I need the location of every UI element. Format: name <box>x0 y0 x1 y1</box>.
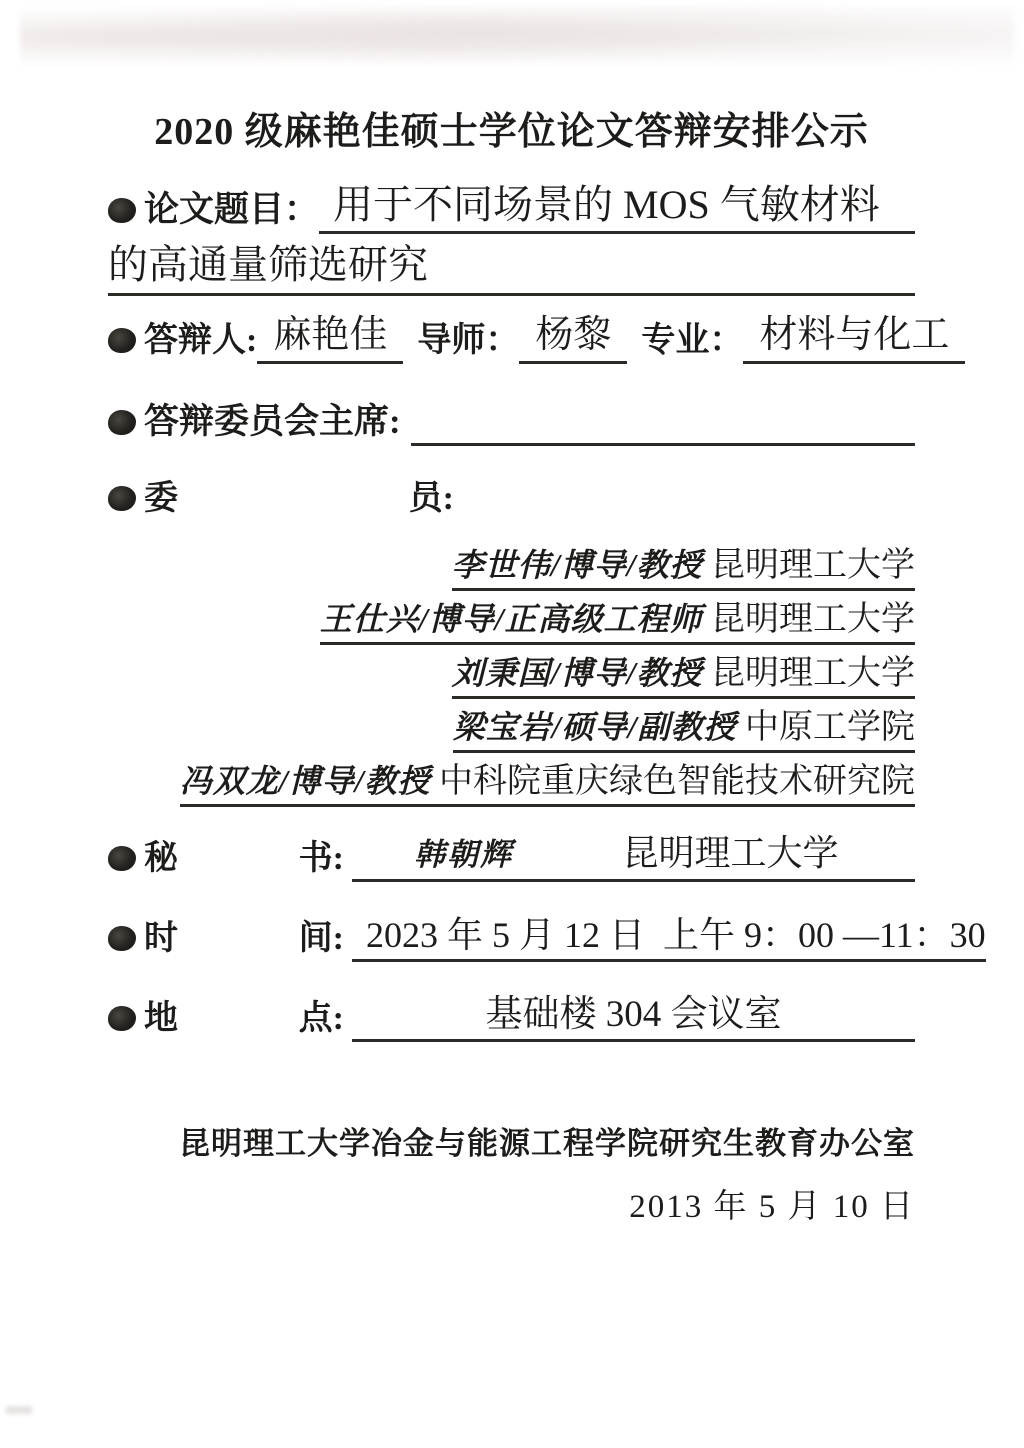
secretary-label-left: 秘 <box>144 839 178 877</box>
thesis-title-label: 论文题目： <box>144 189 320 229</box>
chair-value-blank <box>411 441 915 446</box>
page-title: 2020 级麻艳佳硕士学位论文答辩安排公示 <box>154 111 869 153</box>
committee-member <box>180 762 915 807</box>
time-label-right: 间: <box>298 919 344 957</box>
defender-label: 答辩人: <box>144 321 258 359</box>
secretary-value <box>352 831 915 882</box>
committee-label <box>144 479 454 522</box>
footer-office: 昆明理工大学冶金与能源工程学院研究生教育办公室 <box>179 1126 915 1161</box>
committee-member-row <box>108 546 915 600</box>
secretary-row <box>108 826 915 882</box>
member-affiliation: 昆明理工大学 <box>711 601 915 638</box>
member-name: 梁宝岩/硕导/副教授 <box>452 709 737 745</box>
committee-member <box>452 546 915 591</box>
location-label <box>144 999 344 1042</box>
thesis-title-row <box>108 174 915 234</box>
bullet-icon <box>108 328 136 353</box>
bullet-icon <box>108 410 136 435</box>
member-affiliation: 中科院重庆绿色智能技术研究院 <box>439 763 915 800</box>
supervisor-name: 杨黎 <box>519 313 627 364</box>
supervisor-label: 导师： <box>417 321 520 359</box>
committee-member <box>452 654 915 699</box>
committee-label-left: 委 <box>144 479 178 517</box>
chair-label: 答辩委员会主席: <box>144 401 401 441</box>
committee-member-row <box>108 762 915 816</box>
location-label-left: 地 <box>144 999 178 1037</box>
secretary-affiliation: 昆明理工大学 <box>622 833 839 874</box>
member-affiliation: 昆明理工大学 <box>711 655 915 692</box>
thesis-title-line2: 的高通量筛选研究 <box>108 240 915 296</box>
bullet-icon <box>108 846 136 871</box>
time-value: 2023 年 5 月 12 日 上午 9：00 —11：30 <box>352 914 986 962</box>
committee-member-row <box>108 600 915 654</box>
member-affiliation: 昆明理工大学 <box>711 547 915 584</box>
defender-name: 麻艳佳 <box>257 313 403 364</box>
member-name: 冯双龙/博导/教授 <box>179 763 431 799</box>
bullet-icon <box>108 926 136 951</box>
thesis-title-line1: 用于不同场景的 MOS 气敏材料 <box>319 181 915 234</box>
secretary-label <box>144 839 344 882</box>
footer-date: 2013 年 5 月 10 日 <box>629 1189 915 1225</box>
member-name: 刘秉国/博导/教授 <box>451 655 703 691</box>
scan-artifact-top <box>20 6 1014 76</box>
defender-row <box>108 312 950 364</box>
committee-label-row <box>108 470 915 522</box>
location-value: 基础楼 304 会议室 <box>352 993 915 1042</box>
member-affiliation: 中原工学院 <box>745 709 915 746</box>
member-name: 王仕兴/博导/正高级工程师 <box>319 601 703 637</box>
bullet-icon <box>108 198 136 223</box>
member-name: 李世伟/博导/教授 <box>451 547 703 583</box>
major-value: 材料与化工 <box>743 313 965 364</box>
chair-row <box>108 394 915 446</box>
committee-member <box>320 600 915 645</box>
major-label: 专业： <box>641 321 744 359</box>
committee-label-right: 员: <box>408 479 454 517</box>
time-row <box>108 906 986 962</box>
committee-member-row <box>108 708 915 762</box>
location-label-right: 点: <box>298 999 344 1037</box>
secretary-label-right: 书: <box>298 839 344 877</box>
scan-artifact-bottom-left <box>6 1406 32 1414</box>
bullet-icon <box>108 1006 136 1031</box>
time-label-left: 时 <box>144 919 178 957</box>
bullet-icon <box>108 486 136 511</box>
committee-member <box>453 708 915 753</box>
committee-member-row <box>108 654 915 708</box>
committee-list <box>108 546 915 816</box>
secretary-name: 韩朝辉 <box>414 837 513 873</box>
location-row <box>108 986 915 1042</box>
time-label <box>144 919 344 962</box>
